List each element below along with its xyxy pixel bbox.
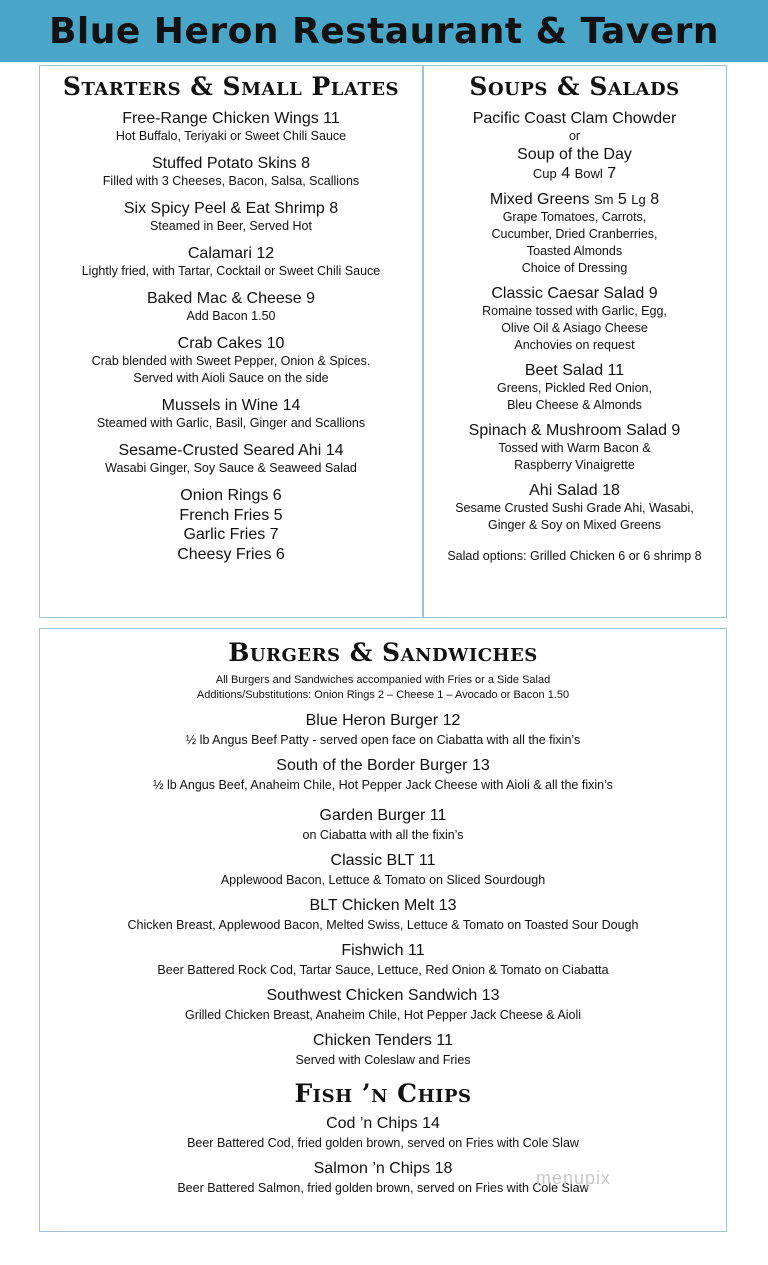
sides-list <box>41 486 421 564</box>
menu-item <box>41 1159 725 1197</box>
item-desc: Cucumber, Dried Cranberries, <box>491 227 658 241</box>
item-desc: Tossed with Warm Bacon & <box>498 441 651 455</box>
side-item: Garlic Fries 7 <box>183 526 279 543</box>
or-text: or <box>568 129 581 143</box>
menu-item-greens <box>424 190 725 277</box>
menu-item <box>41 244 421 280</box>
item-desc: Choice of Dressing <box>521 261 628 275</box>
item-name: Beet Salad 11 <box>524 362 625 379</box>
menu-item <box>41 109 421 145</box>
menu-item <box>41 154 421 190</box>
item-name: Blue Heron Burger 12 <box>305 712 461 729</box>
item-name: Free-Range Chicken Wings 11 <box>122 110 340 127</box>
item-name: Salmon ’n Chips 18 <box>313 1160 453 1177</box>
item-desc: Served with Aioli Sauce on the side <box>133 371 329 385</box>
burgers-heading: Burgers & Sandwiches <box>228 638 538 667</box>
sm-label: Sm <box>593 192 614 207</box>
item-name: South of the Border Burger 13 <box>276 757 490 774</box>
item-desc: Beer Battered Cod, fried golden brown, served on Fries with Cole Slaw <box>187 1136 579 1150</box>
starters-heading: Starters & Small Plates <box>62 72 400 101</box>
menu-item <box>41 851 725 889</box>
burgers-note: All Burgers and Sandwiches accompanied with Fries or a Side Salad <box>215 674 551 686</box>
item-name: Ahi Salad 18 <box>529 482 620 499</box>
item-desc: on Ciabatta with all the fixin’s <box>302 828 464 842</box>
menu-item-beet <box>424 361 725 414</box>
item-desc: Romaine tossed with Garlic, Egg, <box>482 304 667 318</box>
restaurant-title: Blue Heron Restaurant & Tavern <box>48 10 720 52</box>
menu-item <box>41 1031 725 1069</box>
burgers-section <box>41 638 725 1204</box>
item-name: Calamari 12 <box>187 245 275 262</box>
soups-heading: Soups & Salads <box>469 72 680 101</box>
item-desc: Wasabi Ginger, Soy Sauce & Seaweed Salad <box>105 461 357 475</box>
menu-item <box>41 986 725 1024</box>
item-desc: Chicken Breast, Applewood Bacon, Melted Swiss, Lettuce & Tomato on Toasted Sour Dough <box>127 918 639 932</box>
cup-label: Cup <box>532 166 557 181</box>
item-name: BLT Chicken Melt 13 <box>309 897 457 914</box>
menu-item <box>41 396 421 432</box>
burgers-additions: Additions/Substitutions: Onion Rings 2 – Cheese 1 – Avocado or Bacon 1.50 <box>196 689 570 701</box>
item-desc: Bleu Cheese & Almonds <box>507 398 642 412</box>
item-desc: Crab blended with Sweet Pepper, Onion & Spices. <box>91 354 371 368</box>
menu-item-caesar <box>424 284 725 354</box>
menu-item <box>41 334 421 387</box>
item-name: Spinach & Mushroom Salad 9 <box>468 422 681 439</box>
fish-heading: Fish ’n Chips <box>294 1079 472 1108</box>
title-banner <box>0 0 768 62</box>
item-name: Garden Burger 11 <box>319 807 447 824</box>
item-desc: Beer Battered Rock Cod, Tartar Sauce, Lettuce, Red Onion & Tomato on Ciabatta <box>157 963 609 977</box>
item-name: Fishwich 11 <box>341 942 425 959</box>
item-desc: Sesame Crusted Sushi Grade Ahi, Wasabi, <box>455 501 694 515</box>
item-desc: Anchovies on request <box>514 338 635 352</box>
item-desc: Raspberry Vinaigrette <box>514 458 635 472</box>
item-name: Pacific Coast Clam Chowder <box>472 110 677 127</box>
item-desc: ½ lb Angus Beef Patty - served open face on Ciabatta with all the fixin’s <box>185 733 581 747</box>
bowl-label: Bowl <box>574 166 603 181</box>
item-name: Crab Cakes 10 <box>177 335 285 352</box>
cup-price: 4 <box>561 165 571 182</box>
menu-item <box>41 711 725 749</box>
menu-item-ahi <box>424 481 725 534</box>
item-desc: Lightly fried, with Tartar, Cocktail or Sweet Chili Sauce <box>81 264 381 278</box>
item-name <box>424 190 725 209</box>
item-name: Classic BLT 11 <box>330 852 436 869</box>
item-name: Baked Mac & Cheese 9 <box>146 290 316 307</box>
item-desc: Hot Buffalo, Teriyaki or Sweet Chili Sauce <box>115 129 347 143</box>
item-desc: Grape Tomatoes, Carrots, <box>502 210 647 224</box>
item-name: Six Spicy Peel & Eat Shrimp 8 <box>123 200 339 217</box>
side-item: Onion Rings 6 <box>180 487 282 504</box>
menu-item-spinach <box>424 421 725 474</box>
item-desc: Grilled Chicken Breast, Anaheim Chile, Hot Pepper Jack Cheese & Aioli <box>184 1008 582 1022</box>
menu-item <box>41 199 421 235</box>
item-desc: Olive Oil & Asiago Cheese <box>501 321 648 335</box>
item-desc: Greens, Pickled Red Onion, <box>497 381 652 395</box>
item-desc: Served with Coleslaw and Fries <box>295 1053 471 1067</box>
item-desc: Add Bacon 1.50 <box>186 309 276 323</box>
menu-item <box>41 896 725 934</box>
menu-item <box>41 941 725 979</box>
watermark: menupix <box>536 1168 612 1188</box>
menu-item <box>41 441 421 477</box>
item-name: Soup of the Day <box>517 146 632 163</box>
soups-section <box>424 72 725 565</box>
menu-item <box>41 289 421 325</box>
bowl-price: 7 <box>607 165 617 182</box>
lg-label: Lg <box>631 192 646 207</box>
menu-item-chowder <box>424 109 725 183</box>
menu-item <box>41 1114 725 1152</box>
item-desc: Beer Battered Salmon, fried golden brown, served on Fries with Cole Slaw <box>177 1181 589 1195</box>
item-name: Chicken Tenders 11 <box>313 1032 453 1049</box>
soup-prices <box>424 164 725 183</box>
item-desc: Toasted Almonds <box>526 244 623 258</box>
item-name: Classic Caesar Salad 9 <box>491 285 658 302</box>
side-item: Cheesy Fries 6 <box>177 545 285 563</box>
side-item: French Fries 5 <box>179 506 283 524</box>
item-name: Cod ’n Chips 14 <box>326 1115 440 1132</box>
sm-price: 5 <box>617 191 627 208</box>
item-name: Mussels in Wine 14 <box>161 397 301 414</box>
item-name: Stuffed Potato Skins 8 <box>151 155 311 172</box>
lg-price: 8 <box>650 191 660 208</box>
item-desc: Applewood Bacon, Lettuce & Tomato on Sliced Sourdough <box>220 873 546 887</box>
item-name: Southwest Chicken Sandwich 13 <box>266 987 500 1004</box>
item-desc: Steamed in Beer, Served Hot <box>150 219 312 233</box>
salad-options: Salad options: Grilled Chicken 6 or 6 shrimp 8 <box>447 549 702 563</box>
menu-item <box>41 756 725 794</box>
starters-section <box>41 72 421 573</box>
menu-item <box>41 806 725 844</box>
item-name: Sesame-Crusted Seared Ahi 14 <box>118 442 344 459</box>
item-desc: ½ lb Angus Beef, Anaheim Chile, Hot Pepper Jack Cheese with Aioli & all the fixin’s <box>153 778 613 792</box>
item-desc: Filled with 3 Cheeses, Bacon, Salsa, Scallions <box>102 174 360 188</box>
greens-name: Mixed Greens <box>489 191 590 208</box>
item-desc: Steamed with Garlic, Basil, Ginger and Scallions <box>96 416 366 430</box>
item-desc: Ginger & Soy on Mixed Greens <box>488 518 661 532</box>
